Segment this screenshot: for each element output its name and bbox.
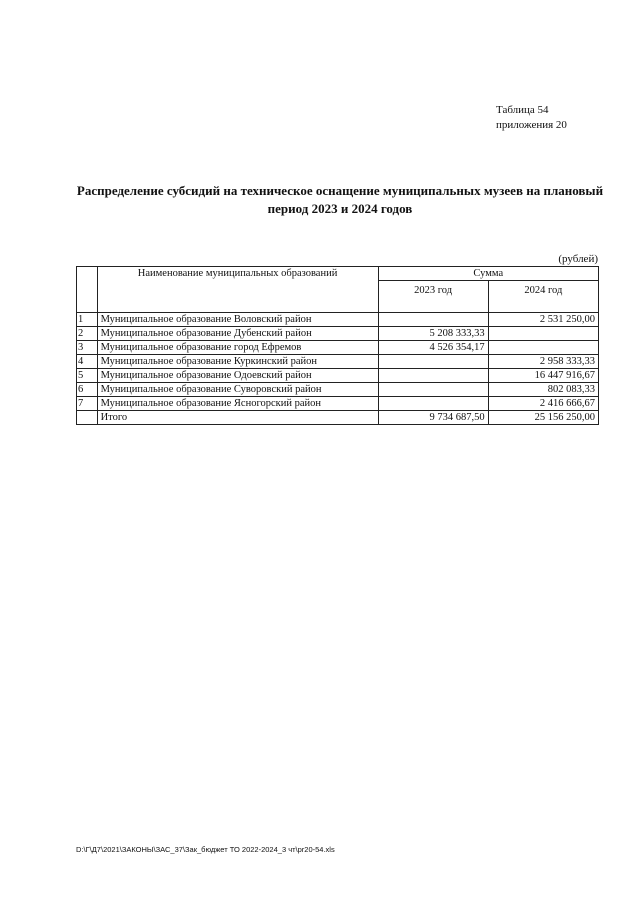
row-amount-2024: 16 447 916,67 bbox=[488, 369, 598, 383]
table-row bbox=[77, 397, 599, 411]
total-label: Итого bbox=[97, 411, 378, 425]
row-amount-2023: 5 208 333,33 bbox=[378, 327, 488, 341]
table-reference bbox=[496, 103, 567, 133]
header-2023-cell: 2023 год bbox=[378, 281, 488, 313]
appendix-label: приложения 20 bbox=[496, 119, 567, 131]
table-row bbox=[77, 383, 599, 397]
table-body bbox=[77, 313, 599, 425]
table-row bbox=[77, 369, 599, 383]
table-header bbox=[77, 267, 599, 313]
units-label: (рублей) bbox=[558, 253, 598, 265]
row-amount-2023 bbox=[378, 383, 488, 397]
row-amount-2024 bbox=[488, 327, 598, 341]
row-municipality-name: Муниципальное образование Куркинский район bbox=[97, 355, 378, 369]
table-row bbox=[77, 341, 599, 355]
table-row bbox=[77, 313, 599, 327]
table-row bbox=[77, 355, 599, 369]
row-amount-2023: 4 526 354,17 bbox=[378, 341, 488, 355]
row-number: 2 bbox=[77, 327, 98, 341]
row-amount-2024: 2 531 250,00 bbox=[488, 313, 598, 327]
row-amount-2024: 2 416 666,67 bbox=[488, 397, 598, 411]
table-label: Таблица 54 bbox=[496, 104, 549, 116]
row-municipality-name: Муниципальное образование Воловский район bbox=[97, 313, 378, 327]
total-amount-2024: 25 156 250,00 bbox=[488, 411, 598, 425]
subsidy-table bbox=[76, 266, 599, 425]
row-number: 3 bbox=[77, 341, 98, 355]
title-line-2: период 2023 и 2024 годов bbox=[267, 201, 413, 216]
row-municipality-name: Муниципальное образование Суворовский район bbox=[97, 383, 378, 397]
table-row bbox=[77, 327, 599, 341]
row-municipality-name: Муниципальное образование Ясногорский район bbox=[97, 397, 378, 411]
row-municipality-name: Муниципальное образование Дубенский район bbox=[97, 327, 378, 341]
row-municipality-name: Муниципальное образование город Ефремов bbox=[97, 341, 378, 355]
row-amount-2024 bbox=[488, 341, 598, 355]
row-amount-2024: 802 083,33 bbox=[488, 383, 598, 397]
row-amount-2023 bbox=[378, 369, 488, 383]
row-number: 1 bbox=[77, 313, 98, 327]
title-line-1: Распределение субсидий на техническое оснащение муниципальных музеев на плановый bbox=[76, 183, 604, 198]
row-number: 4 bbox=[77, 355, 98, 369]
row-amount-2023 bbox=[378, 313, 488, 327]
row-number: 5 bbox=[77, 369, 98, 383]
header-name-cell: Наименование муниципальных образований bbox=[97, 267, 378, 313]
row-number: 7 bbox=[77, 397, 98, 411]
header-number-cell bbox=[77, 267, 98, 313]
total-number-cell bbox=[77, 411, 98, 425]
header-sum-cell: Сумма bbox=[378, 267, 598, 281]
row-amount-2023 bbox=[378, 397, 488, 411]
row-amount-2024: 2 958 333,33 bbox=[488, 355, 598, 369]
table-total-row bbox=[77, 411, 599, 425]
row-amount-2023 bbox=[378, 355, 488, 369]
total-amount-2023: 9 734 687,50 bbox=[378, 411, 488, 425]
document-title bbox=[60, 182, 620, 218]
row-number: 6 bbox=[77, 383, 98, 397]
file-path: D:\Г\Д7\2021\ЗАКОНЫ\ЗАС_37\Зак_бюджет ТО 2022-2024_3 чт\pr20-54.xls bbox=[76, 845, 335, 854]
header-2024-cell: 2024 год bbox=[488, 281, 598, 313]
row-municipality-name: Муниципальное образование Одоевский район bbox=[97, 369, 378, 383]
